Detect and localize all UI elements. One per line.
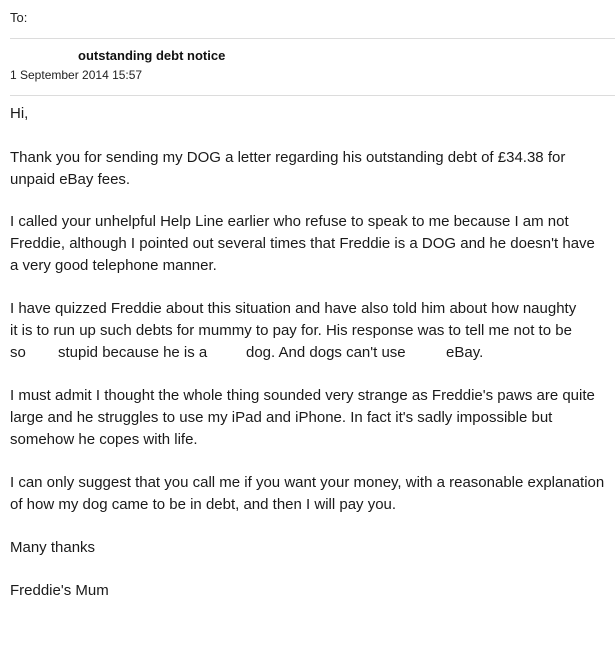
- paragraph-3: [10, 298, 605, 364]
- paragraph-4: I must admit I thought the whole thing sounded very strange as Freddie's paws are quite large and he struggles to use my iPad and iPhone. In fact it's sadly impossible but somehow he copes with life.: [10, 387, 595, 448]
- phrase-stupid: stupid because he is a: [58, 344, 208, 361]
- paragraph-2: I called your unhelpful Help Line earlier who refuse to speak to me because I am not Freddie, although I pointed out several times that Freddie is a DOG and he doesn't have a very good telephone manner.: [10, 213, 595, 274]
- email-date: 1 September 2014 15:57: [10, 68, 143, 82]
- signature: Freddie's Mum: [10, 582, 109, 599]
- paragraph-3-line-1: I have quizzed Freddie about this situation and have also told him about how naughty: [10, 300, 577, 317]
- phrase-dogs: dog. And dogs can't use: [246, 344, 406, 361]
- to-label: To:: [10, 10, 28, 25]
- word-ebay: eBay.: [446, 344, 484, 361]
- paragraph-5: I can only suggest that you call me if you want your money, with a reasonable explanation of how my dog came to be in debt, and then I will pay you.: [10, 474, 605, 513]
- header-divider-bottom: [10, 95, 615, 96]
- email-header: [0, 0, 615, 96]
- word-so: so: [10, 344, 26, 361]
- closing: Many thanks: [10, 539, 96, 556]
- paragraph-3-line-3: [10, 342, 605, 364]
- header-divider: [10, 38, 615, 39]
- paragraph-1: Thank you for sending my DOG a letter regarding his outstanding debt of £34.38 for unpaid eBay fees.: [10, 149, 566, 188]
- paragraph-3-line-2: it is to run up such debts for mummy to pay for. His response was to tell me not to be: [10, 322, 572, 339]
- greeting: Hi,: [10, 105, 29, 122]
- email-subject: outstanding debt notice: [78, 48, 226, 63]
